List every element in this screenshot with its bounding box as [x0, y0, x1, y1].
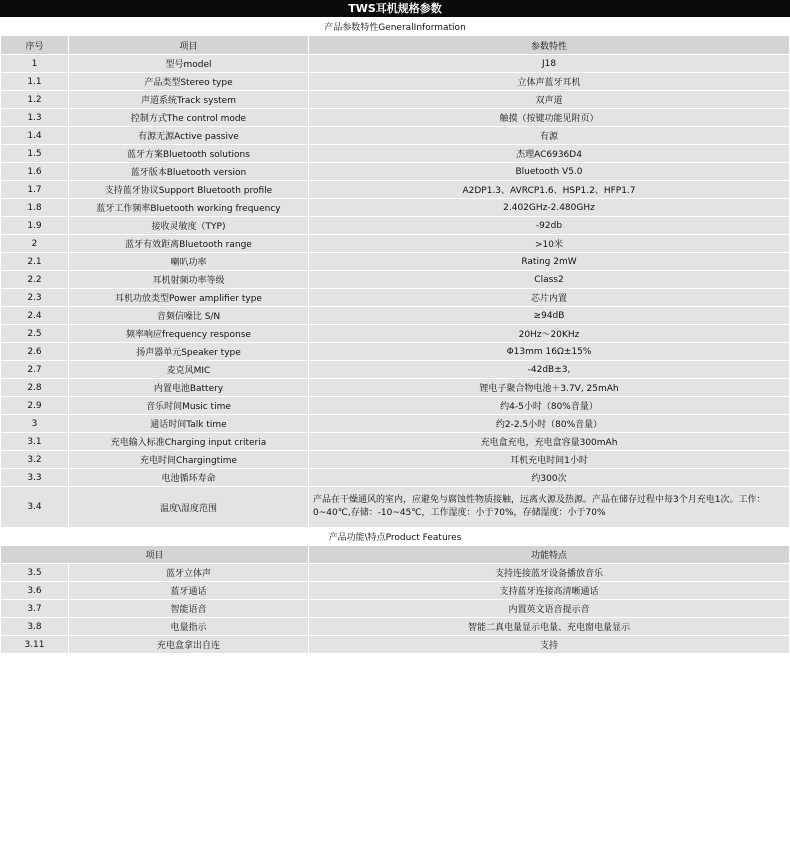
- row-number: 3.6: [1, 582, 69, 600]
- row-number: 1.3: [1, 109, 69, 127]
- table-row: [1, 469, 790, 487]
- table-row: [1, 636, 790, 654]
- row-item: 温度\湿度范围: [69, 487, 309, 528]
- row-number: 2.4: [1, 307, 69, 325]
- row-number: 3.7: [1, 600, 69, 618]
- table-row: [1, 397, 790, 415]
- row-value: >10米: [309, 235, 790, 253]
- table-row: [1, 199, 790, 217]
- section-header: [1, 18, 790, 36]
- row-value: ≥94dB: [309, 307, 790, 325]
- row-number: 3: [1, 415, 69, 433]
- column-header: 序号: [1, 36, 69, 55]
- column-header-row: [1, 36, 790, 55]
- row-item: 充电输入标准Charging input criteria: [69, 433, 309, 451]
- row-item: 电池循环寿命: [69, 469, 309, 487]
- row-number: 3.4: [1, 487, 69, 528]
- row-value: 有源: [309, 127, 790, 145]
- row-value: A2DP1.3、AVRCP1.6、HSP1.2、HFP1.7: [309, 181, 790, 199]
- row-value: 芯片内置: [309, 289, 790, 307]
- row-item: 音频信噪比 S/N: [69, 307, 309, 325]
- row-value: 杰理AC6936D4: [309, 145, 790, 163]
- row-value: 20Hz～20KHz: [309, 325, 790, 343]
- row-number: 2.7: [1, 361, 69, 379]
- row-item: 音乐时间Music time: [69, 397, 309, 415]
- row-item: 型号model: [69, 55, 309, 73]
- table-row: [1, 91, 790, 109]
- row-number: 3.5: [1, 564, 69, 582]
- row-value: 锂电子聚合物电池＋3.7V, 25mAh: [309, 379, 790, 397]
- row-value: 支持: [309, 636, 790, 654]
- row-number: 1.5: [1, 145, 69, 163]
- table-row: [1, 325, 790, 343]
- row-number: 2.3: [1, 289, 69, 307]
- row-value: 双声道: [309, 91, 790, 109]
- table-row: [1, 73, 790, 91]
- row-item: 有源无源Active passive: [69, 127, 309, 145]
- row-value: Class2: [309, 271, 790, 289]
- table-row: [1, 361, 790, 379]
- row-number: 3.2: [1, 451, 69, 469]
- row-item: 蓝牙工作频率Bluetooth working frequency: [69, 199, 309, 217]
- table-row: [1, 55, 790, 73]
- row-value: 约4-5小时（80%音量）: [309, 397, 790, 415]
- table-row: [1, 415, 790, 433]
- table-row: [1, 109, 790, 127]
- row-item: 产品类型Stereo type: [69, 73, 309, 91]
- row-value: -42dB±3,: [309, 361, 790, 379]
- row-number: 1.8: [1, 199, 69, 217]
- row-item: 接收灵敏度（TYP): [69, 217, 309, 235]
- column-header: 功能特点: [309, 546, 790, 564]
- row-value: 2.402GHz-2.480GHz: [309, 199, 790, 217]
- row-item: 智能语音: [69, 600, 309, 618]
- table-row: [1, 379, 790, 397]
- row-item: 内置电池Battery: [69, 379, 309, 397]
- row-item: 电量指示: [69, 618, 309, 636]
- row-value: 触摸（按键功能见附页）: [309, 109, 790, 127]
- spec-table: [0, 17, 790, 654]
- row-item: 蓝牙有效距离Bluetooth range: [69, 235, 309, 253]
- section-header: [1, 528, 790, 546]
- row-item: 麦克风MIC: [69, 361, 309, 379]
- row-value: 产品在干燥通风的室内，应避免与腐蚀性物质接触，远离火源及热源。产品在储存过程中每3个月充电1次。工作：0~40℃,存储：-10~45℃，工作湿度：小于70%，存储湿度：小于70%: [309, 487, 790, 528]
- row-number: 2.8: [1, 379, 69, 397]
- row-number: 1.4: [1, 127, 69, 145]
- table-row: [1, 451, 790, 469]
- row-number: 1.6: [1, 163, 69, 181]
- row-item: 蓝牙立体声: [69, 564, 309, 582]
- row-item: 耳机功放类型Power amplifier type: [69, 289, 309, 307]
- row-item: 控制方式The control mode: [69, 109, 309, 127]
- row-value: Rating 2mW: [309, 253, 790, 271]
- row-number: 1.2: [1, 91, 69, 109]
- row-number: 2.5: [1, 325, 69, 343]
- row-item: 蓝牙版本Bluetooth version: [69, 163, 309, 181]
- row-number: 2.9: [1, 397, 69, 415]
- row-item: 扬声器单元Speaker type: [69, 343, 309, 361]
- table-row: [1, 217, 790, 235]
- row-value: 立体声蓝牙耳机: [309, 73, 790, 91]
- column-header-row: [1, 546, 790, 564]
- table-row: [1, 433, 790, 451]
- row-item: 喇叭功率: [69, 253, 309, 271]
- section-label: 产品参数特性GeneralInformation: [1, 18, 790, 36]
- row-number: 2.6: [1, 343, 69, 361]
- table-row: [1, 271, 790, 289]
- row-number: 2.2: [1, 271, 69, 289]
- row-item: 蓝牙方案Bluetooth solutions: [69, 145, 309, 163]
- row-value: J18: [309, 55, 790, 73]
- row-item: 蓝牙通话: [69, 582, 309, 600]
- row-number: 1.9: [1, 217, 69, 235]
- column-header: 项目: [1, 546, 309, 564]
- row-item: 充电盒拿出自连: [69, 636, 309, 654]
- row-number: 3.11: [1, 636, 69, 654]
- table-row: [1, 600, 790, 618]
- row-item: 声道系统Track system: [69, 91, 309, 109]
- column-header: 参数特性: [309, 36, 790, 55]
- row-number: 1.1: [1, 73, 69, 91]
- row-item: 频率响应frequency response: [69, 325, 309, 343]
- section-label: 产品功能\特点Product Features: [1, 528, 790, 546]
- table-row: [1, 564, 790, 582]
- row-value: 耳机充电时间1小时: [309, 451, 790, 469]
- row-value: 充电盒充电，充电盒容量300mAh: [309, 433, 790, 451]
- row-value: 支持蓝牙连接高清晰通话: [309, 582, 790, 600]
- table-row: [1, 253, 790, 271]
- page-title: TWS耳机规格参数: [0, 0, 790, 17]
- table-row: [1, 127, 790, 145]
- table-row: [1, 582, 790, 600]
- table-row: [1, 618, 790, 636]
- row-number: 1.7: [1, 181, 69, 199]
- row-value: Bluetooth V5.0: [309, 163, 790, 181]
- table-row: [1, 487, 790, 528]
- table-row: [1, 163, 790, 181]
- row-number: 2: [1, 235, 69, 253]
- row-value: 约2-2.5小时（80%音量）: [309, 415, 790, 433]
- row-item: 通话时间Talk time: [69, 415, 309, 433]
- row-number: 3.3: [1, 469, 69, 487]
- row-number: 1: [1, 55, 69, 73]
- row-number: 2.1: [1, 253, 69, 271]
- row-item: 耳机射频功率等级: [69, 271, 309, 289]
- table-row: [1, 307, 790, 325]
- row-value: Φ13mm 16Ω±15%: [309, 343, 790, 361]
- table-row: [1, 289, 790, 307]
- table-row: [1, 181, 790, 199]
- row-value: 内置英文语音提示音: [309, 600, 790, 618]
- table-row: [1, 145, 790, 163]
- row-number: 3.8: [1, 618, 69, 636]
- row-item: 支持蓝牙协议Support Bluetooth profile: [69, 181, 309, 199]
- row-value: 智能二真电量显示电量、充电窗电量显示: [309, 618, 790, 636]
- table-row: [1, 343, 790, 361]
- row-value: 约300次: [309, 469, 790, 487]
- row-item: 充电时间Chargingtime: [69, 451, 309, 469]
- table-row: [1, 235, 790, 253]
- row-value: -92db: [309, 217, 790, 235]
- row-number: 3.1: [1, 433, 69, 451]
- row-value: 支持连接蓝牙设备播放音乐: [309, 564, 790, 582]
- column-header: 项目: [69, 36, 309, 55]
